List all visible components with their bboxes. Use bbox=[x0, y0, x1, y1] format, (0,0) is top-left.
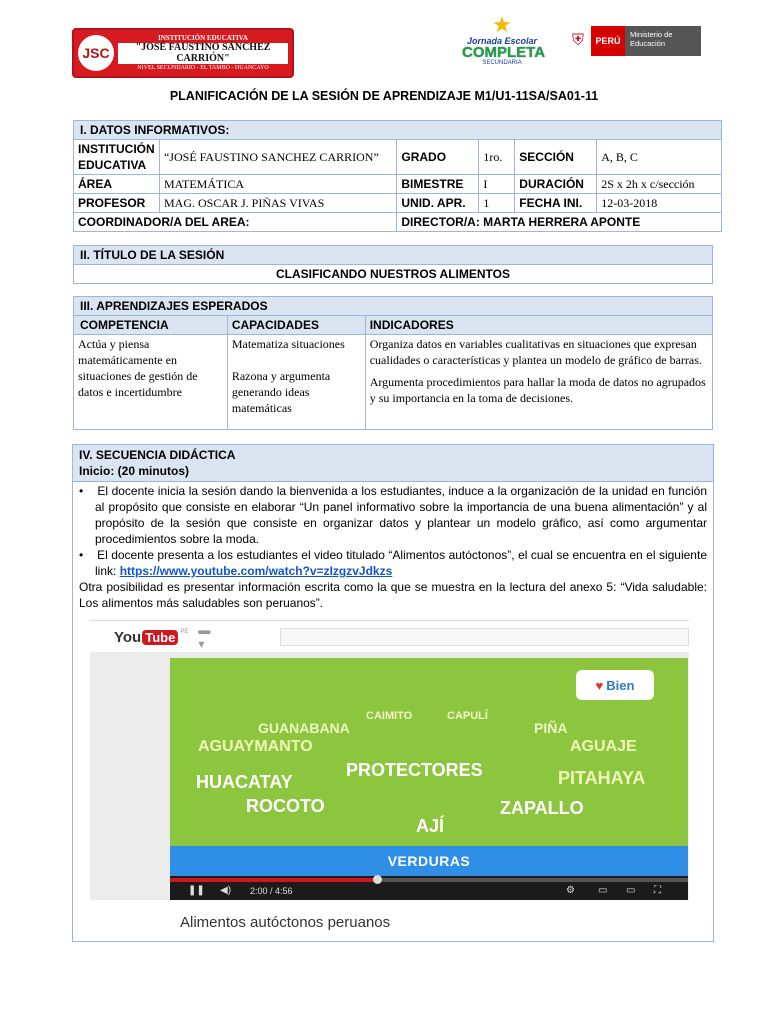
heart-icon: ♥ bbox=[595, 677, 604, 693]
progress-fill bbox=[170, 878, 377, 882]
word-rocoto: ROCOTO bbox=[246, 796, 325, 816]
minedu-logo: ⛨ PERÚ Ministerio de Educación bbox=[565, 26, 701, 56]
aprendizajes-table bbox=[73, 296, 713, 430]
page-title: PLANIFICACIÓN DE LA SESIÓN DE APRENDIZAJE M1/U1-11SA/SA01-11 bbox=[169, 89, 599, 103]
word-huacatay: HUACATAY bbox=[196, 772, 293, 792]
titulo-sesion-table bbox=[73, 245, 713, 284]
bimestre-label: BIMESTRE bbox=[397, 175, 479, 194]
school-logo bbox=[72, 28, 294, 78]
competencia-value: Actúa y piensa matemáticamente en situaciones de gestión de datos e incertidumbre bbox=[74, 335, 228, 430]
word-pina: PIÑA bbox=[534, 720, 568, 736]
secuencia-heading: IV. SECUENCIA DIDÁCTICA bbox=[79, 448, 236, 462]
search-input[interactable] bbox=[280, 628, 689, 646]
crecer-bien-logo: ♥ Bien bbox=[576, 670, 654, 700]
fullscreen-icon[interactable]: ⛶ bbox=[654, 885, 661, 896]
volume-icon[interactable]: ◀) bbox=[220, 885, 232, 896]
video-title: Alimentos autóctonos peruanos bbox=[180, 914, 391, 931]
duracion-label: DURACIÓN bbox=[515, 175, 597, 194]
progress-handle[interactable] bbox=[373, 875, 382, 884]
secuencia-body bbox=[73, 482, 713, 612]
word-aguaymanto: AGUAYMANTO bbox=[198, 738, 313, 755]
inicio-label: Inicio: (20 minutos) bbox=[79, 464, 190, 478]
duracion-value: 2S x 2h x c/sección bbox=[597, 175, 722, 194]
word-protectores: PROTECTORES bbox=[346, 760, 483, 780]
paragraph-2: • El docente presenta a los estudiantes el video titulado “Alimentos autóctonos”, el cual se encuentra en el siguiente link: https://www.youtube.com/watch?v=zIzgzvJdkzs bbox=[79, 548, 707, 578]
indicador-2: Argumenta procedimientos para hallar la moda de datos no agrupados y su importancia en la toma de decisiones. bbox=[369, 375, 706, 405]
datos-heading: I. DATOS INFORMATIVOS: bbox=[74, 121, 722, 140]
unidad-value: 1 bbox=[479, 194, 515, 213]
secuencia-header bbox=[73, 445, 713, 482]
word-zapallo: ZAPALLO bbox=[500, 798, 584, 818]
video-controls bbox=[170, 876, 688, 900]
word-pitahaya: PITAHAYA bbox=[558, 768, 646, 788]
word-caimito: CAIMITO bbox=[366, 710, 413, 722]
progress-bar[interactable] bbox=[170, 878, 688, 882]
menu-icon[interactable]: ▬ ▾ bbox=[198, 623, 211, 651]
area-label: ÁREA bbox=[74, 175, 160, 194]
profesor-label: PROFESOR bbox=[74, 194, 160, 213]
school-crest-icon: JSC bbox=[78, 35, 114, 71]
settings-icon[interactable]: ⚙ bbox=[566, 885, 575, 896]
titulo-value: CLASIFICANDO NUESTROS ALIMENTOS bbox=[74, 265, 713, 284]
col-competencia: COMPETENCIA bbox=[74, 316, 228, 335]
youtube-header bbox=[90, 620, 689, 653]
star-icon: ★ bbox=[492, 12, 512, 37]
video-screen[interactable] bbox=[170, 658, 688, 846]
institucion-value: “JOSÉ FAUSTINO SANCHEZ CARRION” bbox=[159, 140, 396, 175]
datos-informativos-table bbox=[73, 120, 722, 232]
bullet-icon: • bbox=[79, 484, 84, 498]
capacidad-1: Matematiza situaciones bbox=[231, 337, 345, 351]
director-label: DIRECTOR/A: MARTA HERRERA APONTE bbox=[397, 213, 722, 232]
grado-value: 1ro. bbox=[479, 140, 515, 175]
unidad-label: UNID. APR. bbox=[397, 194, 479, 213]
jornada-escolar-logo: ★ Jornada Escolar COMPLETA SECUNDARIA bbox=[462, 12, 546, 66]
indicadores-cell bbox=[365, 335, 712, 430]
area-value: MATEMÁTICA bbox=[159, 175, 396, 194]
institucion-label: INSTITUCIÓN EDUCATIVA bbox=[74, 140, 160, 175]
school-logo-text: INSTITUCIÓN EDUCATIVA "JOSÉ FAUSTINO SÁNCHEZ CARRIÓN" NIVEL SECUNDARIO - EL TAMBO - HUANCAYO bbox=[114, 35, 292, 72]
col-capacidades: CAPACIDADES bbox=[227, 316, 365, 335]
fecha-label: FECHA INI. bbox=[515, 194, 597, 213]
bullet-icon: • bbox=[79, 548, 84, 562]
indicador-1: Organiza datos en variables cualitativas en situaciones que expresan cualidades o características y plantea un modelo de gráfico de barras. bbox=[369, 337, 702, 367]
titulo-heading: II. TÍTULO DE LA SESIÓN bbox=[74, 246, 713, 265]
video-link[interactable]: https://www.youtube.com/watch?v=zIzgzvJdkzs bbox=[119, 564, 393, 578]
capacidades-cell bbox=[227, 335, 365, 430]
word-capuli: CAPULÍ bbox=[447, 710, 488, 722]
time-readout: 2:00 / 4:56 bbox=[250, 886, 293, 896]
verduras-band: VERDURAS bbox=[170, 846, 688, 876]
aprendizajes-heading: III. APRENDIZAJES ESPERADOS bbox=[74, 297, 713, 316]
peru-shield-icon: ⛨ bbox=[571, 32, 584, 49]
bimestre-value: I bbox=[479, 175, 515, 194]
theater-icon[interactable]: ▭ bbox=[626, 885, 636, 896]
word-guanabana: GUANABANA bbox=[258, 720, 350, 736]
subtitles-icon[interactable]: ▭ bbox=[598, 885, 608, 896]
youtube-logo[interactable]: You Tube PE bbox=[114, 628, 189, 646]
paragraph-3: Otra posibilidad es presentar información escrita como la que se muestra en la lectura del anexo 5: “Vida saludable: Los alimentos más saludables son peruanos”. bbox=[79, 580, 707, 610]
paragraph-1: • El docente inicia la sesión dando la bienvenida a los estudiantes, induce a la organización de la unidad en función al propósito que consiste en elaborar “Un panel informativo sobre la importancia de una buena alimentación” y al propósito de la sesión que consiste en organizar datos y plantear un modelo gráfico, así como argumentar procedimientos sobre la moda. bbox=[79, 484, 707, 546]
coordinador-label: COORDINADOR/A DEL AREA: bbox=[74, 213, 397, 232]
profesor-value: MAG. OSCAR J. PIÑAS VIVAS bbox=[159, 194, 396, 213]
word-aguaje: AGUAJE bbox=[570, 738, 637, 755]
capacidad-2: Razona y argumenta generando ideas matemáticas bbox=[231, 369, 331, 415]
fecha-value: 12-03-2018 bbox=[597, 194, 722, 213]
col-indicadores: INDICADORES bbox=[365, 316, 712, 335]
play-pause-icon[interactable]: ❚❚ bbox=[188, 885, 205, 896]
word-aji: AJÍ bbox=[416, 816, 445, 836]
seccion-value: A, B, C bbox=[597, 140, 722, 175]
seccion-label: SECCIÓN bbox=[515, 140, 597, 175]
grado-label: GRADO bbox=[397, 140, 479, 175]
